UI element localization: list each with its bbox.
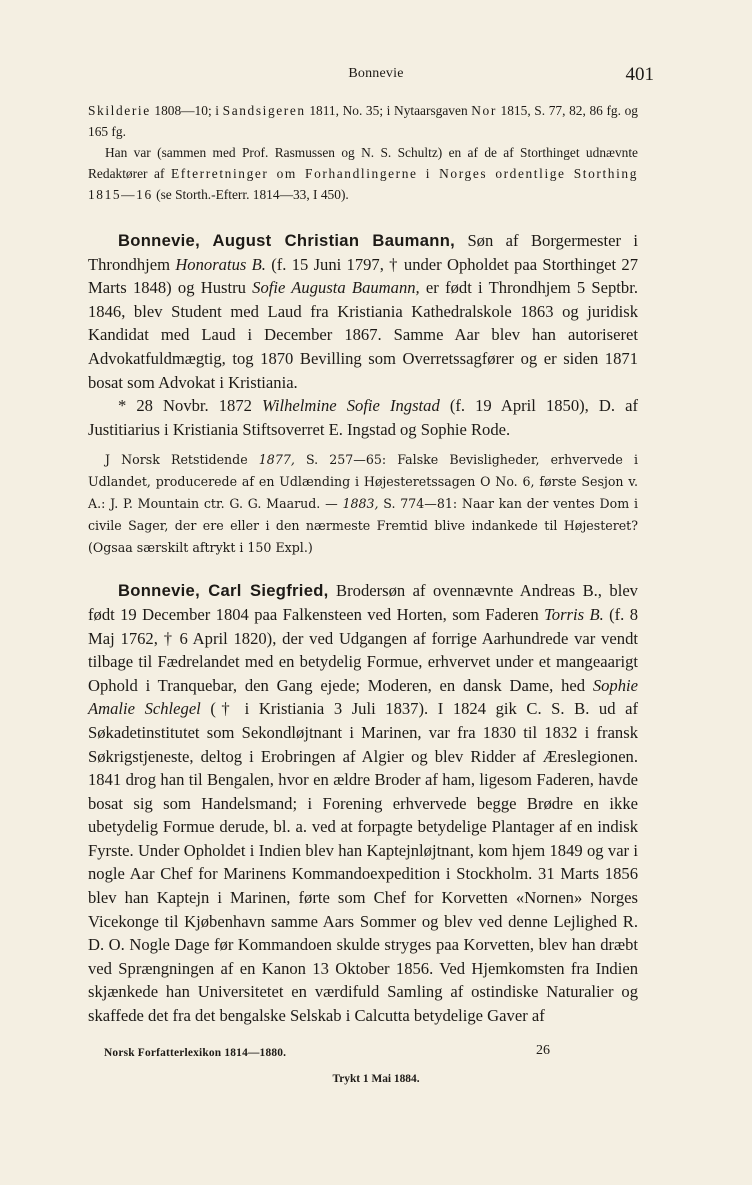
text-fragment: Brodersøn af ovennævnte Andreas B., blev født 19 December 1804 paa Falkensteen ved Horten, som Faderen <box>88 581 638 624</box>
running-head: Bonnevie <box>348 66 404 81</box>
wife-name: Wilhelmine Sofie Ingstad <box>262 396 440 416</box>
entry-headword: Bonnevie, August Christian Baumann, <box>118 231 456 250</box>
entry-carl-siegfried <box>88 579 638 1027</box>
bibliography-year: 1877, <box>258 452 295 468</box>
title-nor: Nor <box>471 103 497 118</box>
text-fragment: (se Storth.-Efterr. 1814—33, I 450). <box>152 187 349 202</box>
text-fragment: J Norsk Retstidende <box>105 452 259 468</box>
text-fragment: 1808—10; i <box>150 103 223 118</box>
mother-name: Sophie Amalie Schlegel <box>88 675 638 719</box>
mother-name: Sofie Augusta Baumann, <box>252 278 420 298</box>
text-fragment: (f. 15 Juni 1797, † under Opholdet paa Storthinget 27 Marts 1848) og Hustru <box>88 254 638 298</box>
text-fragment: 1811, No. 35; i Nytaarsgaven <box>305 103 472 118</box>
bibliography-year: 1883, <box>342 496 379 512</box>
entry-bibliography <box>88 449 638 559</box>
text-fragment: (f. 8 Maj 1762, † 6 April 1820), der ved Udgangen af forrige Aarhundrede var vendt tilbage til Fædrelandet med en betydelig Formue, erhvervet under et mangeaarigt Ophold i Tranquebar, den Gang ejede; Moderen, en dansk Dame, hed <box>88 604 638 695</box>
page-number: 401 <box>625 64 654 85</box>
entry-biography <box>88 229 638 394</box>
title-efterretninger: Efterretninger om Forhandlingerne i Norges ordentlige Storthing 1815—16 <box>88 166 638 202</box>
text-fragment: * 28 Novbr. 1872 <box>118 396 262 416</box>
entry-headword: Bonnevie, Carl Siegfried, <box>118 581 329 601</box>
imprint-line: Trykt 1 Mai 1884. <box>332 1073 420 1085</box>
signature-mark: 26 <box>536 1043 550 1058</box>
text-fragment: S. 257—65: Falske Bevisligheder, erhvervede i Udlandet, producerede af en Udlænding i Højesteretssagen O No. 6, første Sesjon v. A.: J. P. Mountain ctr. G. G. Maarud. — <box>88 452 639 512</box>
entry-august-christian-baumann <box>88 229 638 559</box>
text-fragment: S. 774—81: Naar kan der ventes Dom i civile Sager, der ere eller i den nærmeste Fremtid blive indankede til Højesteret? (Ogsaa særskilt aftrykt i 150 Expl.) <box>88 496 638 556</box>
text-fragment: Han var (sammen med Prof. Rasmussen og N. S. Schultz) en af de af Storthinget udnævnte Redaktører af <box>88 145 638 181</box>
text-fragment: (f. 19 April 1850), D. af Justitiarius i Kristiania Stiftsoverret E. Ingstad og Sophie Rode. <box>88 396 638 439</box>
entry-marriage <box>88 394 638 441</box>
previous-entry-tail <box>88 100 638 205</box>
father-name: Honoratus B. <box>175 254 266 274</box>
previous-entry-note <box>88 142 638 205</box>
footer-book-title: Norsk Forfatterlexikon 1814—1880. <box>104 1047 287 1059</box>
text-fragment: Søn af Borgermester i Throndhjem <box>88 231 638 274</box>
text-fragment: 1815, S. 77, 82, 86 fg. og 165 fg. <box>88 103 638 139</box>
text-fragment: († i Kristiania 3 Juli 1837). I 1824 gik C. S. B. ud af Søkadetinstitutet som Sekondløjtnant i Marinen, var fra 1830 til 1832 i fransk Søkrigstjeneste, deltog i Erobringen af Algier og blev Ridder af Æreslegionen. 1841 drog han til Bengalen, hvor en ældre Broder af ham, ligesom Faderen, havde bosat sig som Handelsmand; i Forening erhvervede begge Brødre en ikke ubetydelig Formue derude, bl. a. ved at forpagte betydelige Plantager af en indisk Fyrste. Under Opholdet i Indien blev han Kaptejnløjtnant, kom hjem 1849 og var i nogle Aar Chef for Marinens Kommandoexpedition i Stockholm. 31 Marts 1856 blev han Kaptejn i Marinen, førte som Chef for Korvetten «Nornen» Norges Vicekonge til Kjøbenhavn samme Aars Sommer og blev ved denne Lejlighed R. D. O. Nogle Dage før Kommandoen skulde stryges paa Korvetten, blev han dræbt ved Sprængningen af en Kanon 13 Oktober 1856. Ved Hjemkomsten fra Indien skjænkede han Universitetet en værdifuld Samling af ostindiske Naturalier og skaffede det fra det bengalske Selskab i Calcutta betydelige Gaver af <box>88 699 639 1026</box>
text-fragment: er født i Throndhjem 5 Septbr. 1846, blev Student med Laud fra Kristiania Kathedralskole 1863 og juridisk Kandidat med Laud i December 1867. Samme Aar blev han autoriseret Advokatfuldmægtig, tog 1870 Bevilling som Overretssagfører og er siden 1871 bosat som Advokat i Kristiania. <box>88 278 638 392</box>
title-skilderie: Skilderie <box>88 103 151 118</box>
father-name: Torris B. <box>544 604 604 624</box>
previous-entry-bibliography <box>88 100 638 142</box>
entry-biography <box>88 579 638 1027</box>
page-content <box>88 100 638 1028</box>
title-sandsigeren: Sandsigeren <box>222 103 306 118</box>
bibliography-text <box>88 449 638 559</box>
